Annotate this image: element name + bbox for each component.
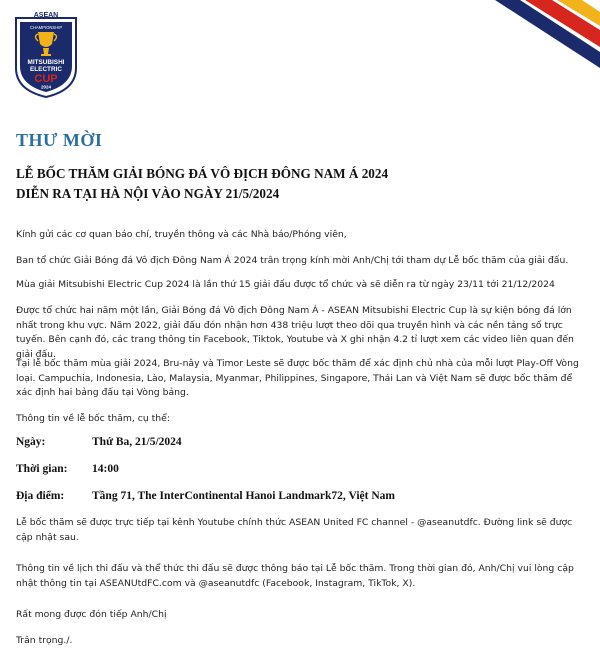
logo-top-text: ASEAN [33,12,59,19]
info-intro: Thông tin về lễ bốc thăm, cụ thể: [16,413,170,424]
page-title: THƯ MỜI [16,130,103,150]
logo-year-text: 2024 [40,84,52,90]
logo-arc-text: CHAMPIONSHIP [29,25,63,30]
paragraph-draw-details: Tại lễ bốc thăm mùa giải 2024, Bru-nây và Timor Leste sẽ được bốc thăm để xác định chủ nhà của mỗi lượt Play-Off Vòng loại. Campuchia, Indonesia, Lào, Malaysia, Myanmar, Philippines, Singapore, Thái Lan và Việt Nam sẽ được bốc thăm để xác định hai bảng đấu tại Vòng bảng. [16,358,579,398]
signoff: Trân trọng./. [16,635,73,646]
logo-brand-line2: ELECTRIC [30,66,62,73]
time-label: Thời gian: [16,463,68,475]
headline [16,164,388,204]
time-value: 14:00 [92,463,119,475]
closing-line: Rất mong được đón tiếp Anh/Chị [16,609,167,620]
asean-championship-logo [14,10,78,98]
headline-line-2: DIỄN RA TẠI HÀ NỘI VÀO NGÀY 21/5/2024 [16,186,280,201]
date-label: Ngày: [16,436,46,448]
greeting: Kính gửi các cơ quan báo chí, truyền thông và các Nhà báo/Phóng viên, [16,229,347,240]
venue-value: Tầng 71, The InterContinental Hanoi Landmark72, Việt Nam [92,490,395,502]
paragraph-season: Mùa giải Mitsubishi Electric Cup 2024 là lần thứ 15 giải đấu được tổ chức và sẽ diễn ra từ ngày 23/11 tới 21/12/2024 [16,279,555,290]
paragraph-background: Được tổ chức hai năm một lần, Giải Bóng đá Vô địch Đông Nam Á - ASEAN Mitsubishi Electric Cup là sự kiện bóng đá lớn nhất trong khu vực. Năm 2022, giải đấu đón nhận hơn 438 triệu lượt theo dõi qua truyền hình và các nền tảng số trực tuyến. Bên cạnh đó, các trang thông tin Facebook, Tiktok, Youtube và X ghi nhận 4.2 tỉ lượt xem các video liên quan đến giải đấu. [16,305,574,360]
paragraph-livestream: Lễ bốc thăm sẽ được trực tiếp tại kênh Youtube chính thức ASEAN United FC channel - @aseanutdfc. Đường link sẽ được cập nhật sau. [16,517,573,543]
decorative-corner-stripes [460,0,600,110]
headline-line-1: LỄ BỐC THĂM GIẢI BÓNG ĐÁ VÔ ĐỊCH ĐÔNG NAM Á 2024 [16,166,389,181]
date-value: Thứ Ba, 21/5/2024 [92,436,182,448]
venue-label: Địa điểm: [16,490,65,502]
info-row-time [16,463,119,475]
logo-cup-text: CUP [34,73,58,85]
logo-brand-line1: MITSUBISHI [27,59,65,66]
paragraph-invitation: Ban tổ chức Giải Bóng đá Vô địch Đông Nam Á 2024 trân trọng kính mời Anh/Chị tới tham dự Lễ bốc thăm của giải đấu. [16,255,569,266]
info-row-date [16,436,182,448]
info-row-venue [16,490,395,502]
paragraph-schedule: Thông tin về lịch thi đấu và thể thức thi đấu sẽ được thông báo tại Lễ bốc thăm. Trong thời gian đó, Anh/Chị vui lòng cập nhật thông tin tại ASEANUtdFC.com và @aseanutdfc (Facebook, Instagram, TikTok, X). [16,563,574,589]
